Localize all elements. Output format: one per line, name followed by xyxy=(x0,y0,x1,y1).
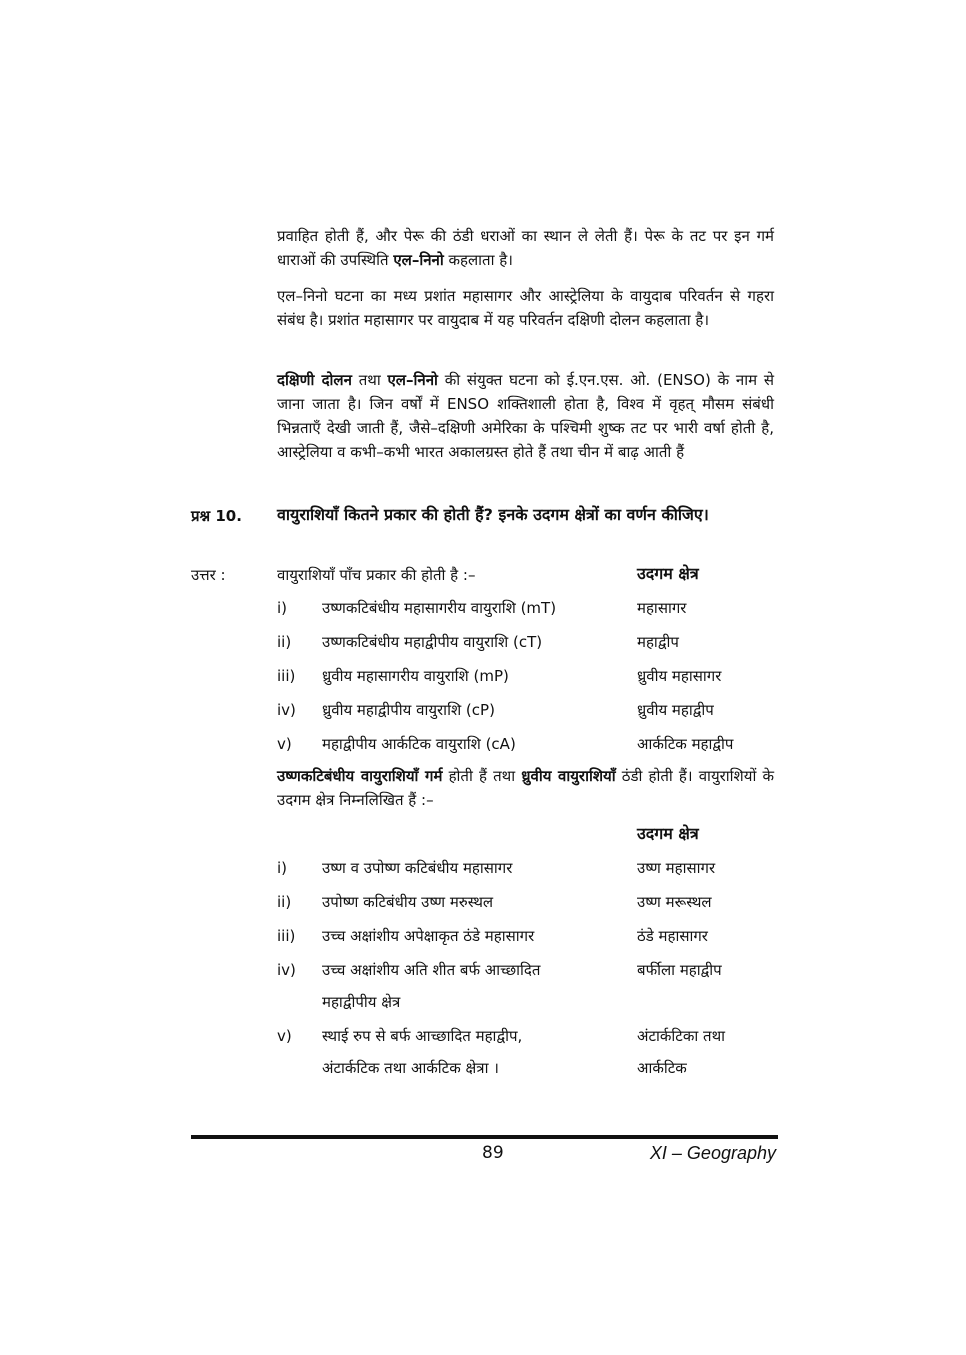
question-label: प्रश्न 10. xyxy=(191,507,242,525)
item-text: उष्ण व उपोष्ण कटिबंधीय महासागर xyxy=(322,859,513,877)
item-origin: महाद्वीप xyxy=(637,633,679,651)
item-text: उष्णकटिबंधीय महाद्वीपीय वायुराशि (cT) xyxy=(322,633,543,651)
item-text: ध्रुवीय महासागरीय वायुराशि (mP) xyxy=(322,667,509,685)
southern-oscillation-term: दक्षिणी दोलन xyxy=(277,371,352,389)
paragraph-3-conj: तथा xyxy=(351,371,388,389)
paragraph-1 xyxy=(277,224,774,272)
list-item xyxy=(277,924,777,954)
list-item xyxy=(277,698,777,728)
question-text: वायुराशियाँ कितने प्रकार की होती हैं? इनके उदगम क्षेत्रों का वर्णन कीजिए। xyxy=(277,505,709,524)
list-item xyxy=(277,856,777,886)
summary-conj: होती हैं तथा xyxy=(442,767,522,785)
origin-header-2: उदगम क्षेत्र xyxy=(637,824,699,843)
list-item xyxy=(277,664,777,694)
item-origin: अंटार्कटिका तथा xyxy=(637,1027,726,1045)
paragraph-1-text: प्रवाहित होती हैं, और पेरू की ठंडी धराओं का स्थान ले लेती हैं। पेरू के तट पर इन गर्म धाराओं की उपस्थिति xyxy=(277,227,774,269)
summary-paragraph xyxy=(277,764,774,812)
footer-rule xyxy=(191,1135,778,1139)
item-origin: ध्रुवीय महासागर xyxy=(637,667,722,685)
item-text: उपोष्ण कटिबंधीय उष्ण मरुस्थल xyxy=(322,893,494,911)
answer-label: उत्तर : xyxy=(191,566,226,584)
item-number: iii) xyxy=(277,667,296,685)
item-text: ध्रुवीय महाद्वीपीय वायुराशि (cP) xyxy=(322,701,495,719)
answer-intro: वायुराशियाँ पाँच प्रकार की होती है :– xyxy=(277,566,476,584)
item-number: v) xyxy=(277,1027,292,1045)
paragraph-3 xyxy=(277,368,774,464)
list-item xyxy=(277,596,777,626)
item-origin: ध्रुवीय महाद्वीप xyxy=(637,701,714,719)
item-text-continued: महाद्वीपीय क्षेत्र xyxy=(322,993,401,1011)
paragraph-2: एल–निनो घटना का मध्य प्रशांत महासागर और आस्ट्रेलिया के वायुदाब परिवर्तन से गहरा संबंध है। प्रशांत महासागर पर वायुदाब में यह परिवर्तन दक्षिणी दोलन कहलाता है। xyxy=(277,287,774,329)
item-origin: ठंडे महासागर xyxy=(637,927,708,945)
paragraph-3-text: की संयुक्त घटना को ई.एन.एस. ओ. (ENSO) के नाम से जाना जाता है। जिन वर्षों में ENSO शक्तिशाली होता है, विश्व में वृहत् मौसम संबंधी भिन्नताएँ देखी जाती हैं, जैसे–दक्षिणी अमेरिका के पश्चिमी शुष्क तट पर भारी वर्षा होती है, आस्ट्रेलिया व कभी–कभी भारत अकालग्रस्त होते हैं तथा चीन में बाढ़ आती हैं xyxy=(277,371,775,461)
paragraph-1-end: कहलाता है। xyxy=(443,251,513,269)
item-origin: आर्कटिक महाद्वीप xyxy=(637,735,734,753)
item-origin-continued: आर्कटिक xyxy=(637,1059,687,1077)
list-item xyxy=(277,732,777,762)
item-text: उच्च अक्षांशीय अपेक्षाकृत ठंडे महासागर xyxy=(322,927,535,945)
item-number: iv) xyxy=(277,701,296,719)
item-origin: महासागर xyxy=(637,599,687,617)
item-number: i) xyxy=(277,859,288,877)
item-text: महाद्वीपीय आर्कटिक वायुराशि (cA) xyxy=(322,735,516,753)
item-origin: उष्ण मरूस्थल xyxy=(637,893,712,911)
item-number: ii) xyxy=(277,893,292,911)
el-nino-term: एल–निनो xyxy=(393,251,444,269)
list-item xyxy=(277,1024,777,1086)
item-text: उष्णकटिबंधीय महासागरीय वायुराशि (mT) xyxy=(322,599,557,617)
item-text-continued: अंटार्कटिक तथा आर्कटिक क्षेत्रा । xyxy=(322,1059,499,1077)
list-item xyxy=(277,630,777,660)
list-item xyxy=(277,958,777,1020)
el-nino-term-2: एल–निनो xyxy=(387,371,438,389)
origin-header-1: उदगम क्षेत्र xyxy=(637,564,699,583)
item-origin: बर्फीला महाद्वीप xyxy=(637,961,722,979)
item-number: v) xyxy=(277,735,292,753)
page-number: 89 xyxy=(482,1143,504,1163)
item-text: उच्च अक्षांशीय अति शीत बर्फ आच्छादित xyxy=(322,961,541,979)
item-number: iv) xyxy=(277,961,296,979)
item-text: स्थाई रुप से बर्फ आच्छादित महाद्वीप, xyxy=(322,1027,523,1045)
subject-label: XI – Geography xyxy=(649,1143,776,1163)
item-origin: उष्ण महासागर xyxy=(637,859,716,877)
item-number: ii) xyxy=(277,633,292,651)
item-number: i) xyxy=(277,599,288,617)
tropical-warm-term: उष्णकटिबंधीय वायुराशियाँ गर्म xyxy=(277,767,443,785)
polar-term: ध्रुवीय वायुराशियाँ xyxy=(521,767,616,785)
summary-text: ठंडी होती हैं। वायुराशियों के उदगम क्षेत्र निम्नलिखित हैं :– xyxy=(277,767,774,809)
list-item xyxy=(277,890,777,920)
item-number: iii) xyxy=(277,927,296,945)
